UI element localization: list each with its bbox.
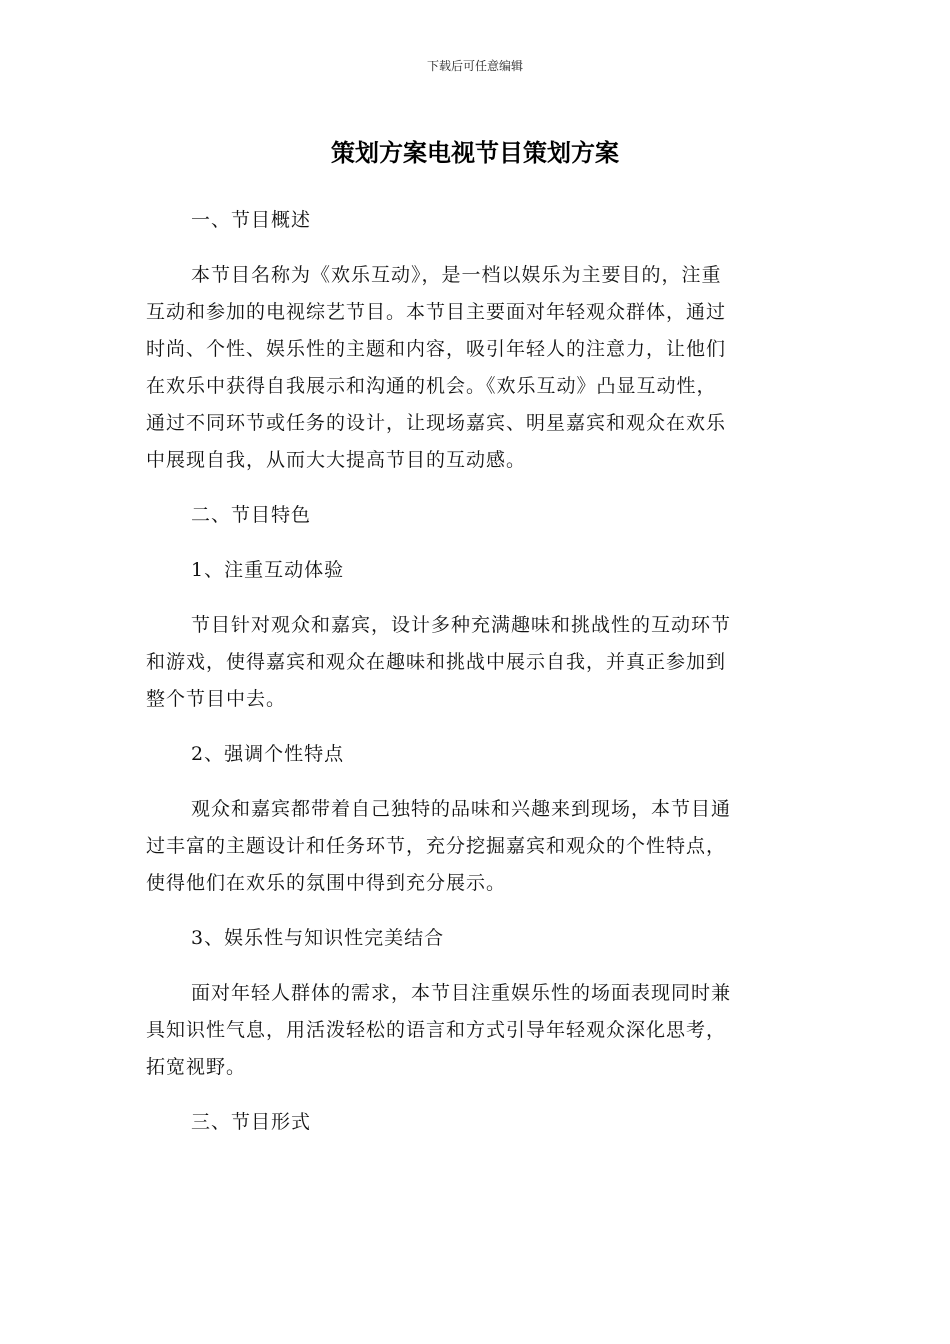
paragraph-line: 时尚、个性、娱乐性的主题和内容，吸引年轻人的注意力，让他们: [146, 338, 727, 360]
paragraph-line: 在欢乐中获得自我展示和沟通的机会。《欢乐互动》凸显互动性，: [146, 375, 717, 397]
section-heading-format: 三、节目形式: [191, 1111, 312, 1133]
feature-heading-interaction: 1、注重互动体验: [191, 559, 345, 581]
paragraph-line: 通过不同环节或任务的设计，让现场嘉宾、明星嘉宾和观众在欢乐: [146, 412, 727, 434]
paragraph-entertainment-knowledge: [146, 975, 794, 1086]
document-body: [146, 202, 794, 1141]
paragraph-overview: [146, 257, 794, 479]
paragraph-interaction: [146, 607, 794, 718]
paragraph-line: 中展现自我，从而大大提高节目的互动感。: [146, 449, 527, 471]
paragraph-line: 互动和参加的电视综艺节目。本节目主要面对年轻观众群体，通过: [146, 301, 727, 323]
paragraph-line: 使得他们在欢乐的氛围中得到充分展示。: [146, 872, 507, 894]
paragraph-line: 具知识性气息，用活泼轻松的语言和方式引导年轻观众深化思考，: [146, 1019, 727, 1041]
paragraph-line: 观众和嘉宾都带着自己独特的品味和兴趣来到现场，本节目通: [191, 798, 732, 820]
section-heading-features: 二、节目特色: [191, 504, 312, 526]
paragraph-line: 节目针对观众和嘉宾，设计多种充满趣味和挑战性的互动环节: [191, 614, 732, 636]
document-title: 策划方案电视节目策划方案: [331, 139, 619, 167]
paragraph-line: 过丰富的主题设计和任务环节，充分挖掘嘉宾和观众的个性特点，: [146, 835, 727, 857]
section-heading-overview: 一、节目概述: [191, 209, 312, 231]
paragraph-personality: [146, 791, 794, 902]
feature-heading-personality: 2、强调个性特点: [191, 743, 345, 765]
paragraph-line: 和游戏，使得嘉宾和观众在趣味和挑战中展示自我，并真正参加到: [146, 651, 727, 673]
paragraph-line: 面对年轻人群体的需求，本节目注重娱乐性的场面表现同时兼: [191, 982, 732, 1004]
feature-heading-entertainment-knowledge: 3、娱乐性与知识性完美结合: [191, 927, 445, 949]
paragraph-line: 整个节目中去。: [146, 688, 287, 710]
paragraph-line: 本节目名称为《欢乐互动》，是一档以娱乐为主要目的，注重: [191, 264, 722, 286]
page-header-note: 下载后可任意编辑: [426, 59, 523, 73]
paragraph-line: 拓宽视野。: [146, 1056, 247, 1078]
